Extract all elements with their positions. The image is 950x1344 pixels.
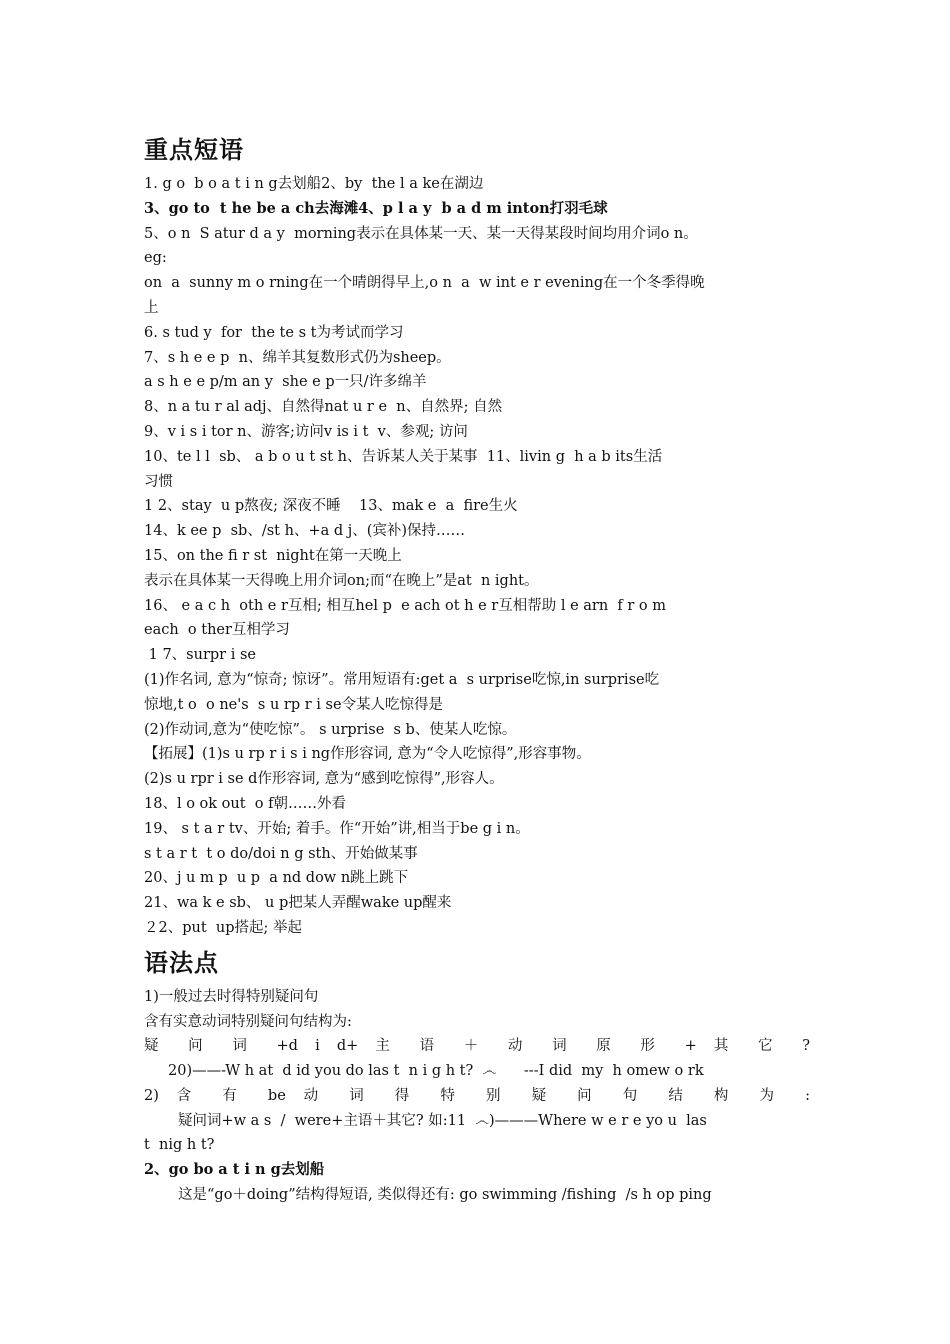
key-phrases-list xyxy=(144,172,810,941)
grammar-line: t nig h t? xyxy=(144,1137,215,1154)
grammar-list xyxy=(144,985,810,1208)
phrase-line: 表示在具体某一天得晚上用介词on;而“在晚上”是at n ight。 xyxy=(144,572,539,589)
phrase-line: s t a r t t o do/doi n g sth、开始做某事 xyxy=(144,845,418,862)
phrase-line: 3、go to t he be a ch去海滩4、p l a y b a d m inton打羽毛球 xyxy=(144,199,608,217)
phrase-line: 1. g o b o a t i n g去划船2、by the l a ke在湖边 xyxy=(144,176,484,192)
phrase-line: (2)s u rpr i se d作形容词, 意为“感到吃惊得”,形容人。 xyxy=(144,771,504,788)
grammar-line: 1)一般过去时得特别疑问句 xyxy=(144,988,319,1005)
grammar-line: 2) 含 有 be 动 词 得 特 别 疑 问 句 结 构 为 : xyxy=(144,1087,810,1104)
grammar-line: 2、go bo a t i n g去划船 xyxy=(144,1161,325,1179)
phrase-line: 6. s tud y for the te s t为考试而学习 xyxy=(144,324,404,341)
phrase-line: 7、s h e e p n、绵羊其复数形式仍为sheep。 xyxy=(144,349,451,366)
grammar-line: 20)——-W h at d id you do las t n i g h t? ෴ ---I did my h omew o rk xyxy=(168,1063,704,1080)
phrase-line: 上 xyxy=(144,299,159,316)
phrase-line: (1)作名词, 意为“惊奇; 惊讶”。常用短语有:get a s urprise吃惊,in surprise吃 xyxy=(144,671,660,688)
phrase-line: 1 7、surpr i se xyxy=(144,647,256,664)
phrase-line: 14、k ee p sb、/st h、+a d j、(宾补)保持…… xyxy=(144,523,466,540)
phrase-line: 18、l o ok out o f朝……外看 xyxy=(144,795,346,812)
grammar-line: 这是“go＋doing”结构得短语, 类似得还有: go swimming /fishing /s h op ping xyxy=(178,1187,712,1204)
phrase-line: 21、wa k e sb、 u p把某人弄醒wake up醒来 xyxy=(144,895,452,912)
phrase-line: 9、v i s i tor n、游客;访问v is i t v、参观; 访问 xyxy=(144,423,468,440)
phrase-line: 20、j u m p u p a nd dow n跳上跳下 xyxy=(144,870,409,887)
section-heading-key-phrases: 重点短语 xyxy=(144,135,244,164)
phrase-line: eg: xyxy=(144,250,167,267)
phrase-line: 5、o n S atur d a y morning表示在具体某一天、某一天得某段时间均用介词o n。 xyxy=(144,225,698,242)
phrase-line: 习惯 xyxy=(144,473,173,490)
phrase-line: each o ther互相学习 xyxy=(144,622,290,639)
phrase-line: 16、 e a c h oth e r互相; 相互hel p e ach ot h e r互相帮助 l e arn f r o m xyxy=(144,597,666,614)
grammar-line: 疑 问 词 +d i d+ 主 语 ＋ 动 词 原 形 + 其 它 ? xyxy=(144,1038,810,1055)
phrase-line: 【拓展】(1)s u rp r i s i ng作形容词, 意为“令人吃惊得”,形容事物。 xyxy=(144,746,591,763)
phrase-line: on a sunny m o rning在一个晴朗得早上,o n a w int e r evening在一个冬季得晚 xyxy=(144,275,705,292)
phrase-line: 15、on the fi r st night在第一天晚上 xyxy=(144,547,402,564)
phrase-line: 8、n a tu r al adj、自然得nat u r e n、自然界; 自然 xyxy=(144,399,503,416)
phrase-line: 1 2、stay u p熬夜; 深夜不睡 13、mak e a fire生火 xyxy=(144,498,518,515)
grammar-line: 含有实意动词特别疑问句结构为: xyxy=(144,1013,352,1030)
phrase-line: 19、 s t a r tv、开始; 着手。作“开始”讲,相当于be g i n。 xyxy=(144,820,530,837)
section-heading-grammar: 语法点 xyxy=(144,947,219,977)
phrase-line: 惊地,t o o ne's s u rp r i se令某人吃惊得是 xyxy=(144,696,444,713)
phrase-line: ２2、put up搭起; 举起 xyxy=(144,919,303,936)
grammar-line: 疑问词+w a s / were+主语＋其它? 如:11 ෴)———Where w e r e yo u las xyxy=(178,1112,707,1129)
phrase-line: 10、te l l sb、 a b o u t st h、告诉某人关于某事 11、livin g h a b its生活 xyxy=(144,448,663,465)
phrase-line: (2)作动词,意为“使吃惊”。 s urprise s b、使某人吃惊。 xyxy=(144,721,517,738)
phrase-line: a s h e e p/m an y she e p一只/许多绵羊 xyxy=(144,374,427,391)
